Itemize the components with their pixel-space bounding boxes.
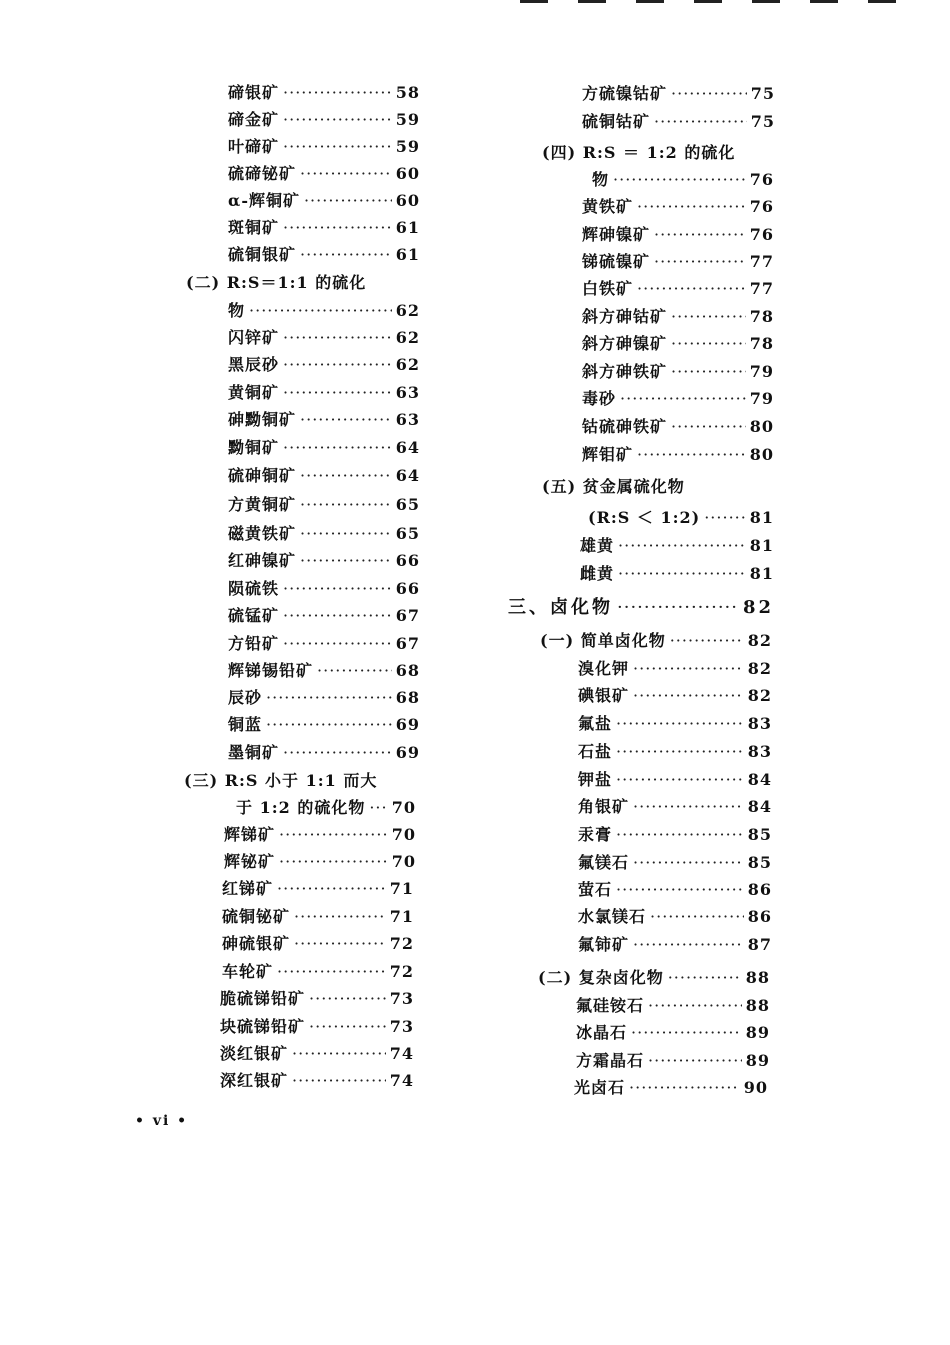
- entry-label: 脆硫锑铅矿: [220, 989, 306, 1008]
- entry-label: 硫砷铜矿: [228, 466, 297, 485]
- toc-entry[interactable]: [228, 492, 420, 518]
- entry-page: 71: [389, 879, 414, 898]
- leader-dots: [637, 194, 746, 220]
- page-number-marker: • vi •: [135, 1113, 189, 1129]
- entry-page: 86: [747, 907, 772, 926]
- entry-label: 黄铁矿: [582, 197, 634, 216]
- leader-dots: [300, 548, 392, 574]
- entry-page: 76: [749, 170, 774, 189]
- entry-label: 砷硫银矿: [222, 934, 291, 953]
- entry-label: 硫铜铋矿: [222, 907, 291, 926]
- toc-entry[interactable]: [580, 533, 774, 559]
- entry-page: 78: [749, 334, 774, 353]
- leader-dots: [279, 849, 388, 875]
- entry-page: 85: [747, 825, 772, 844]
- leader-dots: [671, 81, 747, 107]
- toc-entry[interactable]: [228, 188, 420, 214]
- leader-dots: [633, 794, 744, 820]
- toc-entry[interactable]: [582, 81, 775, 107]
- leader-dots: [616, 822, 744, 848]
- leader-dots: [671, 414, 746, 440]
- entry-label: 硫锰矿: [228, 606, 280, 625]
- leader-dots: [266, 685, 392, 711]
- leader-dots: [618, 561, 746, 587]
- toc-entry[interactable]: [228, 463, 420, 489]
- leader-dots: [637, 276, 746, 302]
- entry-label: 钾盐: [578, 770, 613, 789]
- group-heading-4: (四) R:S ＝ 1:2 的硫化: [542, 143, 736, 162]
- entry-page: 76: [749, 225, 774, 244]
- group-heading-5: (五) 贫金属硫化物: [542, 477, 685, 496]
- entry-label: 方硫镍钴矿: [582, 84, 668, 103]
- entry-label: 氟盐: [578, 714, 613, 733]
- entry-label: 辉铋矿: [224, 852, 276, 871]
- entry-label: 红砷镍矿: [228, 551, 297, 570]
- toc-entry[interactable]: [236, 795, 416, 821]
- leader-dots: [633, 850, 744, 876]
- entry-page: 63: [395, 383, 420, 402]
- entry-page: 83: [747, 742, 772, 761]
- leader-dots: [671, 331, 746, 357]
- entry-page: 67: [395, 606, 420, 625]
- entry-page: 77: [749, 279, 774, 298]
- entry-page: 64: [395, 466, 420, 485]
- toc-entry[interactable]: [228, 712, 420, 738]
- entry-page: 65: [395, 495, 420, 514]
- entry-page: 76: [749, 197, 774, 216]
- entry-page: 71: [389, 907, 414, 926]
- toc-entry[interactable]: [578, 850, 772, 876]
- section-label: 三、卤化物: [508, 597, 613, 618]
- entry-label: 辉钼矿: [582, 445, 634, 464]
- entry-page: 63: [395, 410, 420, 429]
- toc-entry[interactable]: [578, 683, 772, 709]
- toc-entry[interactable]: [582, 442, 774, 468]
- entry-label: 溴化钾: [578, 659, 630, 678]
- leader-dots: [300, 161, 392, 187]
- entry-label: 水氯镁石: [578, 907, 647, 926]
- leader-dots: [654, 249, 746, 275]
- entry-page: 61: [395, 218, 420, 237]
- entry-page: 80: [749, 445, 774, 464]
- leader-dots: [283, 380, 392, 406]
- entry-label: 砷黝铜矿: [228, 410, 297, 429]
- entry-page: 88: [745, 996, 770, 1015]
- toc-entry[interactable]: [220, 1014, 414, 1040]
- toc-entry[interactable]: [222, 931, 414, 957]
- entry-page: 70: [391, 852, 416, 871]
- entry-label: 光卤石: [574, 1078, 626, 1097]
- toc-entry[interactable]: [228, 631, 420, 657]
- toc-entry[interactable]: [578, 711, 772, 737]
- toc-entry[interactable]: [228, 298, 420, 324]
- toc-entry[interactable]: [228, 242, 420, 268]
- entry-label: 角银矿: [578, 797, 630, 816]
- toc-entry[interactable]: [578, 822, 772, 848]
- toc-entry[interactable]: [228, 325, 420, 351]
- entry-label: 辉锑矿: [224, 825, 276, 844]
- entry-page: 72: [389, 934, 414, 953]
- group-heading-3: (三) R:S 小于 1:1 而大: [184, 771, 378, 790]
- toc-entry[interactable]: [582, 109, 775, 135]
- entry-page: 62: [395, 355, 420, 374]
- toc-group-entry[interactable]: [540, 628, 772, 654]
- leader-dots: [277, 959, 386, 985]
- toc-entry[interactable]: [578, 656, 772, 682]
- toc-entry[interactable]: [578, 794, 772, 820]
- entry-page: 83: [747, 714, 772, 733]
- leader-dots: [670, 628, 744, 654]
- entry-label: 物: [228, 301, 246, 320]
- entry-page: 62: [395, 328, 420, 347]
- entry-label: 黑辰砂: [228, 355, 280, 374]
- toc-entry[interactable]: [578, 932, 772, 958]
- entry-label: 叶碲矿: [228, 137, 280, 156]
- entry-page: 67: [395, 634, 420, 653]
- leader-dots: [283, 631, 392, 657]
- entry-page: 87: [747, 935, 772, 954]
- toc-entry[interactable]: [228, 658, 420, 684]
- entry-page: 73: [389, 1017, 414, 1036]
- entry-page: 68: [395, 688, 420, 707]
- entry-label: 雌黄: [580, 564, 615, 583]
- toc-entry[interactable]: [578, 904, 772, 930]
- entry-label: 硫铜钴矿: [582, 112, 651, 131]
- entry-label: 淡红银矿: [220, 1044, 289, 1063]
- entry-label: 黝铜矿: [228, 438, 280, 457]
- toc-entry[interactable]: [582, 276, 774, 302]
- leader-dots: [616, 711, 744, 737]
- leader-dots: [633, 683, 744, 709]
- entry-label: 碘银矿: [578, 686, 630, 705]
- entry-label: 斜方砷镍矿: [582, 334, 668, 353]
- entry-label: 方霜晶石: [576, 1051, 645, 1070]
- leader-dots: [631, 1020, 742, 1046]
- entry-label: 锑硫镍矿: [582, 252, 651, 271]
- entry-page: 82: [747, 659, 772, 678]
- entry-label: 硫铜银矿: [228, 245, 297, 264]
- toc-entry[interactable]: [578, 767, 772, 793]
- entry-page: 82: [742, 597, 774, 618]
- leader-dots: [277, 876, 386, 902]
- leader-dots: [654, 109, 747, 135]
- entry-page: 82: [747, 686, 772, 705]
- entry-page: 81: [749, 564, 774, 583]
- toc-entry[interactable]: [576, 993, 770, 1019]
- leader-dots: [266, 712, 392, 738]
- entry-label: 于 1:2 的硫化物: [236, 798, 366, 817]
- entry-label: 白铁矿: [582, 279, 634, 298]
- entry-label: 雄黄: [580, 536, 615, 555]
- entry-label: 块硫锑铅矿: [220, 1017, 306, 1036]
- leader-dots: [617, 595, 739, 621]
- leader-dots: [283, 576, 392, 602]
- leader-dots: [704, 505, 746, 531]
- leader-dots: [648, 1048, 742, 1074]
- toc-group-entry[interactable]: [538, 965, 770, 991]
- entry-page: 85: [747, 853, 772, 872]
- leader-dots: [283, 134, 392, 160]
- entry-label: 碲银矿: [228, 83, 280, 102]
- leader-dots: [633, 932, 744, 958]
- toc-entry[interactable]: [228, 435, 420, 461]
- entry-page: 79: [749, 362, 774, 381]
- entry-page: 61: [395, 245, 420, 264]
- leader-dots: [300, 407, 392, 433]
- entry-label: 磁黄铁矿: [228, 524, 297, 543]
- toc-entry[interactable]: [228, 352, 420, 378]
- leader-dots: [629, 1075, 740, 1101]
- leader-dots: [654, 222, 746, 248]
- toc-entry[interactable]: [228, 740, 420, 766]
- leader-dots: [300, 242, 392, 268]
- toc-entry[interactable]: [228, 134, 420, 160]
- leader-dots: [292, 1068, 386, 1094]
- entry-page: 77: [749, 252, 774, 271]
- entry-label: 碲金矿: [228, 110, 280, 129]
- leader-dots: [279, 822, 388, 848]
- entry-label: 冰晶石: [576, 1023, 628, 1042]
- leader-dots: [294, 931, 386, 957]
- entry-label: 辉砷镍矿: [582, 225, 651, 244]
- entry-page: 80: [749, 417, 774, 436]
- leader-dots: [283, 435, 392, 461]
- entry-page: 60: [395, 191, 420, 210]
- toc-entry[interactable]: [582, 386, 774, 412]
- toc-entry[interactable]: [588, 505, 774, 531]
- top-edge-rule: [636, 0, 664, 3]
- toc-entry[interactable]: [582, 331, 774, 357]
- leader-dots: [309, 1014, 386, 1040]
- entry-page: 86: [747, 880, 772, 899]
- leader-dots: [283, 352, 392, 378]
- entry-label: (R:S ＜ 1:2): [588, 508, 701, 527]
- entry-page: 89: [745, 1051, 770, 1070]
- toc-entry[interactable]: [582, 304, 774, 330]
- leader-dots: [249, 298, 392, 324]
- entry-page: 59: [395, 137, 420, 156]
- entry-page: 79: [749, 389, 774, 408]
- leader-dots: [668, 965, 742, 991]
- entry-page: 81: [749, 508, 774, 527]
- toc-entry[interactable]: [582, 414, 774, 440]
- entry-page: 70: [391, 798, 416, 817]
- leader-dots: [304, 188, 392, 214]
- toc-entry[interactable]: [222, 904, 414, 930]
- entry-page: 74: [389, 1044, 414, 1063]
- entry-page: 75: [750, 84, 775, 103]
- entry-label: 辰砂: [228, 688, 263, 707]
- toc-entry[interactable]: [578, 877, 772, 903]
- entry-label: 斑铜矿: [228, 218, 280, 237]
- toc-entry[interactable]: [582, 222, 774, 248]
- toc-entry[interactable]: [228, 521, 420, 547]
- entry-page: 73: [389, 989, 414, 1008]
- entry-page: 69: [395, 715, 420, 734]
- leader-dots: [648, 993, 742, 1019]
- entry-label: 墨铜矿: [228, 743, 280, 762]
- entry-page: 65: [395, 524, 420, 543]
- leader-dots: [616, 739, 744, 765]
- entry-page: 66: [395, 579, 420, 598]
- entry-page: 89: [745, 1023, 770, 1042]
- toc-entry[interactable]: [228, 603, 420, 629]
- entry-page: 62: [395, 301, 420, 320]
- group-label: (二) 复杂卤化物: [538, 968, 664, 987]
- leader-dots: [300, 492, 392, 518]
- entry-label: 毒砂: [582, 389, 617, 408]
- toc-entry[interactable]: [228, 215, 420, 241]
- entry-page: 81: [749, 536, 774, 555]
- entry-page: 84: [747, 797, 772, 816]
- entry-label: 方黄铜矿: [228, 495, 297, 514]
- entry-label: 深红银矿: [220, 1071, 289, 1090]
- entry-page: 66: [395, 551, 420, 570]
- entry-page: 78: [749, 307, 774, 326]
- toc-entry[interactable]: [228, 161, 420, 187]
- top-edge-rule: [578, 0, 606, 3]
- toc-section-entry[interactable]: [508, 595, 774, 621]
- leader-dots: [317, 658, 392, 684]
- entry-label: 陨硫铁: [228, 579, 280, 598]
- toc-entry[interactable]: [228, 107, 420, 133]
- top-edge-rule: [868, 0, 896, 3]
- entry-label: 硫碲铋矿: [228, 164, 297, 183]
- leader-dots: [294, 904, 386, 930]
- entry-page: 75: [750, 112, 775, 131]
- leader-dots: [637, 442, 746, 468]
- toc-entry[interactable]: [224, 849, 416, 875]
- entry-page: 70: [391, 825, 416, 844]
- toc-entry[interactable]: [220, 1041, 414, 1067]
- leader-dots: [309, 986, 386, 1012]
- entry-label: 氟铈矿: [578, 935, 630, 954]
- entry-label: 车轮矿: [222, 962, 274, 981]
- toc-entry[interactable]: [220, 986, 414, 1012]
- entry-label: 红锑矿: [222, 879, 274, 898]
- leader-dots: [633, 656, 744, 682]
- leader-dots: [616, 767, 744, 793]
- toc-entry[interactable]: [228, 380, 420, 406]
- toc-entry[interactable]: [228, 685, 420, 711]
- entry-label: 汞膏: [578, 825, 613, 844]
- entry-page: 84: [747, 770, 772, 789]
- leader-dots: [613, 167, 746, 193]
- leader-dots: [283, 215, 392, 241]
- entry-page: 60: [395, 164, 420, 183]
- toc-entry[interactable]: [574, 1075, 768, 1101]
- leader-dots: [283, 740, 392, 766]
- entry-label: 黄铜矿: [228, 383, 280, 402]
- top-edge-rule: [520, 0, 548, 3]
- top-edge-rule: [752, 0, 780, 3]
- leader-dots: [283, 325, 392, 351]
- entry-page: 64: [395, 438, 420, 457]
- entry-label: 物: [592, 170, 610, 189]
- entry-label: 萤石: [578, 880, 613, 899]
- leader-dots: [300, 521, 392, 547]
- toc-entry[interactable]: [228, 576, 420, 602]
- entry-label: 闪锌矿: [228, 328, 280, 347]
- toc-entry[interactable]: [576, 1020, 770, 1046]
- leader-dots: [369, 795, 387, 821]
- toc-entry[interactable]: [222, 959, 414, 985]
- toc-entry[interactable]: [582, 249, 774, 275]
- toc-entry[interactable]: [228, 548, 420, 574]
- entry-page: 69: [395, 743, 420, 762]
- leader-dots: [650, 904, 744, 930]
- toc-entry[interactable]: [228, 407, 420, 433]
- entry-page: 72: [389, 962, 414, 981]
- entry-page: 68: [395, 661, 420, 680]
- entry-page: 74: [389, 1071, 414, 1090]
- toc-entry[interactable]: [578, 739, 772, 765]
- toc-entry[interactable]: [582, 359, 774, 385]
- leader-dots: [616, 877, 744, 903]
- leader-dots: [292, 1041, 386, 1067]
- entry-label: 斜方砷钴矿: [582, 307, 668, 326]
- entry-label: 氟镁石: [578, 853, 630, 872]
- leader-dots: [618, 533, 746, 559]
- toc-entry[interactable]: [222, 876, 414, 902]
- leader-dots: [671, 359, 746, 385]
- toc-entry[interactable]: [592, 167, 774, 193]
- group-heading-2: (二) R:S＝1:1 的硫化: [186, 273, 367, 292]
- entry-label: 辉锑锡铅矿: [228, 661, 314, 680]
- leader-dots: [283, 80, 392, 106]
- entry-label: α-辉铜矿: [228, 191, 300, 210]
- entry-label: 钴硫砷铁矿: [582, 417, 668, 436]
- group-label: (一) 简单卤化物: [540, 631, 666, 650]
- leader-dots: [283, 107, 392, 133]
- toc-entry[interactable]: [224, 822, 416, 848]
- toc-entry[interactable]: [582, 194, 774, 220]
- toc-entry[interactable]: [228, 80, 420, 106]
- leader-dots: [283, 603, 392, 629]
- toc-entry[interactable]: [576, 1048, 770, 1074]
- entry-label: 方铅矿: [228, 634, 280, 653]
- entry-label: 斜方砷铁矿: [582, 362, 668, 381]
- entry-label: 铜蓝: [228, 715, 263, 734]
- entry-label: 氟硅铵石: [576, 996, 645, 1015]
- entry-label: 石盐: [578, 742, 613, 761]
- top-edge-rule: [810, 0, 838, 3]
- leader-dots: [671, 304, 746, 330]
- toc-entry[interactable]: [580, 561, 774, 587]
- leader-dots: [620, 386, 746, 412]
- entry-page: 90: [743, 1078, 768, 1097]
- entry-page: 82: [747, 631, 772, 650]
- entry-page: 88: [745, 968, 770, 987]
- toc-entry[interactable]: [220, 1068, 414, 1094]
- top-edge-rule: [694, 0, 722, 3]
- leader-dots: [300, 463, 392, 489]
- entry-page: 58: [395, 83, 420, 102]
- entry-page: 59: [395, 110, 420, 129]
